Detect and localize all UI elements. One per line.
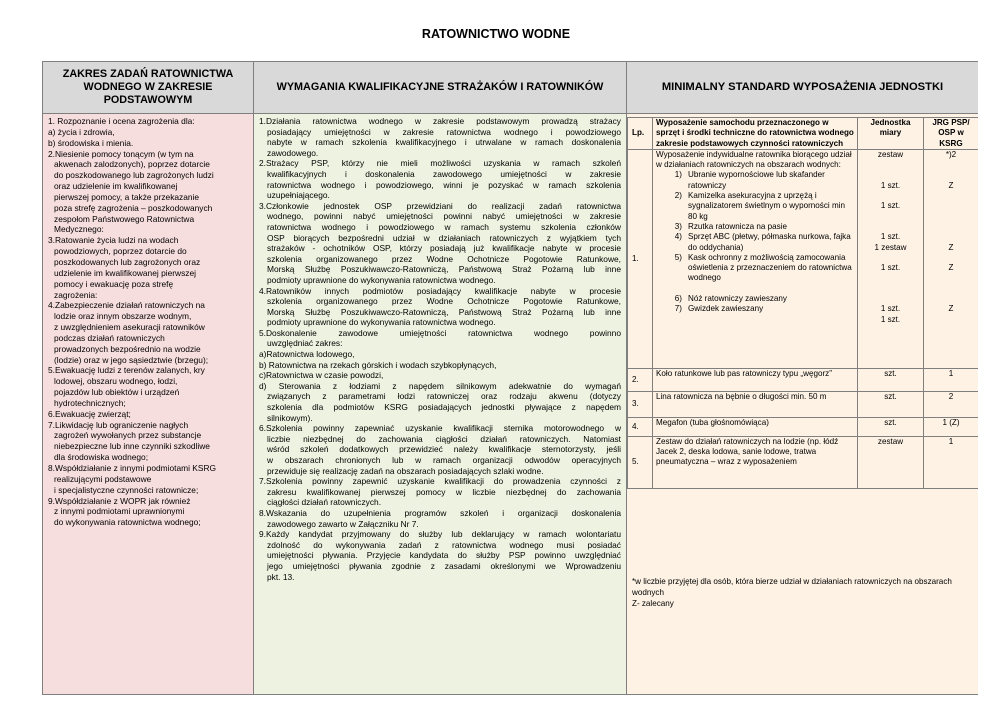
equipment-row-4 — [628, 417, 979, 436]
personal-equipment-list — [656, 170, 854, 314]
item-text: Gwizdek zawieszany — [688, 304, 764, 314]
task-line: a) życia i zdrowia, — [48, 126, 115, 137]
item-jrg: Z — [948, 263, 954, 273]
item-jrg — [927, 315, 975, 325]
jrg-header: JRG PSP/ OSP w KSRG — [924, 118, 979, 150]
requirement-line: podmioty uprawnione do wykonywania ratownictwa wodnego. — [267, 317, 496, 328]
task-line: realizującymi podstawowe — [54, 473, 152, 484]
footnote-asterisk: *w liczbie przyjętej dla osób, która bierze udział w działaniach ratowniczych na obszarach wodnych — [632, 577, 952, 597]
item-number: 3) — [674, 221, 682, 231]
item-number: 1) — [674, 170, 682, 180]
row-jrg: 1 — [924, 436, 979, 488]
row-unit — [858, 149, 924, 368]
personal-equipment-jrg — [927, 181, 975, 325]
requirement-line: OSP biorących bezpośredni udział w działaniach ratowniczych z wyjątkiem tych — [267, 232, 621, 243]
requirement-line: c)Ratownictwa w czasie powodzi, — [259, 370, 384, 381]
task-line: Medycznego: — [54, 224, 104, 235]
task-line: pierwszej pomocy, a także przekazanie — [54, 191, 200, 202]
row-jrg: 1 — [924, 368, 979, 391]
item-jrg: Z — [948, 304, 954, 314]
row-desc: Lina ratownicza na bębnie o długości min. 50 m — [653, 391, 858, 417]
requirement-line: zawodowego zawarto w Załączniku Nr 7. — [267, 518, 419, 529]
equipment-item — [656, 294, 854, 304]
item-text: Rzutka ratownicza na pasie — [688, 221, 787, 231]
requirement-line: posiadający umiejętności w zakresie ratownictwa wodnego i powodziowego — [267, 126, 621, 137]
task-line: 2.Niesienie pomocy tonącym (w tym na — [48, 148, 194, 159]
task-line: niebezpieczne lub inne czynniki szkodliwe — [54, 441, 210, 452]
item-text: Sprzęt ABC (płetwy, półmaska nurkowa, fajka do oddychania) — [688, 232, 851, 252]
equipment-row-1 — [628, 149, 979, 368]
item-number: 6) — [674, 294, 682, 304]
requirement-line: umiejętności pływania. Przyjęcie kandydata do służby PSP powinno uwzględniać — [267, 550, 621, 561]
task-line: poszkodowanych lub zagrożonych oraz — [54, 256, 201, 267]
item-jrg: Z — [948, 242, 954, 252]
item-text: Nóż ratowniczy zawieszany — [688, 294, 787, 304]
row-lp: 4. — [628, 417, 653, 436]
requirement-line: 8.Wskazania do uzupełnienia programów szkoleń i organizacji doskonalenia — [259, 507, 621, 518]
task-line: oraz udzielenie im kwalifikowanej — [54, 181, 178, 192]
task-line: lodowej, obszaru wodnego, łodzi, — [54, 376, 178, 387]
equipment-column — [627, 114, 978, 694]
equipment-item — [656, 253, 854, 294]
item-jrg — [927, 201, 975, 232]
item-number: 7) — [674, 304, 682, 314]
row-desc — [653, 149, 858, 368]
requirement-line: pkt. 13. — [267, 571, 295, 582]
equipment-item — [656, 222, 854, 232]
row-jrg — [924, 149, 979, 368]
equipment-row-3 — [628, 391, 979, 417]
header-wymagania: WYMAGANIA KWALIFIKACYJNE STRAŻAKÓW I RATOWNIKÓW — [254, 62, 627, 114]
item-unit: 1 szt. — [880, 180, 901, 190]
item-number: 4) — [674, 232, 682, 242]
page-title: RATOWNICTWO WODNE — [421, 27, 571, 41]
lp-header: Lp. — [628, 118, 653, 150]
requirement-line: w obszarach chronionych lub w ramach organizacji odwodów operacyjnych — [267, 455, 621, 465]
equipment-item — [656, 232, 854, 253]
row-unit: szt. — [858, 368, 924, 391]
row-unit: szt. — [858, 391, 924, 417]
requirement-line: 7.Szkolenia powinny zapewnić uzyskanie kwalifikacji do prowadzenia czynności z — [259, 476, 621, 487]
task-line: 1. Rozpoznanie i ocena zagrożenia dla: — [48, 116, 195, 126]
task-line: zagrożenia: — [54, 289, 98, 300]
item-unit: 1 szt. — [880, 304, 901, 314]
requirements-column — [254, 114, 627, 694]
task-line: poza strefę zagrożenia – poszkodowanych — [54, 202, 213, 213]
requirement-line: wodnego, powinni nabyć umiejętności powinni nabyć umiejętności w zakresie — [267, 211, 621, 222]
task-line: 4.Zabezpieczenie działań ratowniczych na — [48, 300, 205, 311]
task-line: powodziowych, poprzez dotarcie do — [54, 246, 187, 257]
item-unit: 1 szt. — [880, 232, 901, 242]
row-desc: Zestaw do działań ratowniczych na lodzie (np. łódź Jacek 2, deska lodowa, sanie lodowe, tratwa pneumatyczna – wraz z wyposażeniem — [653, 436, 858, 488]
row-unit: szt. — [858, 417, 924, 436]
row-lp: 5. — [628, 436, 653, 488]
task-line: 7.Likwidację lub ograniczenie nagłych — [48, 419, 189, 430]
task-line: i specjalistyczne czynności ratownicze; — [54, 484, 199, 495]
task-line: 5.Ewakuację ludzi z terenów zalanych, kry — [48, 365, 205, 376]
requirement-line: Morską Służbę Poszukiwawczo-Ratowniczą, Państwową Straż Pożarną lub inne — [267, 264, 621, 275]
requirement-line: strażaków - ochotników OSP, którzy posiadają już kwalifikacje nabyte w procesie — [267, 243, 621, 254]
task-line: dla środowiska wodnego; — [54, 452, 149, 463]
task-line: pojazdów lub obiektów i urządzeń — [54, 387, 180, 398]
requirement-line: 6.Szkolenia powinny zapewniać uzyskanie kwalifikacji sternika motorowodnego w — [259, 423, 621, 434]
tasks-column — [43, 114, 254, 694]
requirement-line: kwalifikacyjnych i doskonalenia zawodowego umiejętności w zakresie — [267, 168, 621, 179]
footnotes — [632, 576, 974, 609]
row-lp: 1. — [628, 149, 653, 368]
requirement-line: szkolenia dla podmiotów KSRG posiadających jednostki pływające z napędem — [267, 402, 621, 413]
requirement-line: 3.Członkowie jednostek OSP przewidziani do realizacji zadań ratownictwa — [259, 200, 621, 211]
equipment-row-5 — [628, 436, 979, 488]
item-text: Kask ochronny z możliwością zamocowania oświetlenia z przeznaczeniem do ratownictwa wodnego — [688, 252, 852, 283]
row-desc-text: Wyposażenie indywidualne ratownika biorącego udział w działaniach ratowniczych na obszarach wodnych: — [656, 149, 852, 170]
requirement-line: przewiduje się realizację zadań na obszarach posiadających szlaki wodne. — [267, 465, 544, 476]
requirement-line: uwzględniać zakres: — [267, 338, 343, 349]
task-line: z innymi podmiotami uprawnionymi — [54, 506, 185, 517]
task-line: 6.Ewakuację zwierząt; — [48, 408, 131, 419]
equipment-row-2 — [628, 368, 979, 391]
item-jrg: Z — [948, 180, 954, 190]
item-unit: 1 szt. — [880, 314, 901, 324]
requirement-line: b) Ratownictwa na rzekach górskich i wodach szybkopłynących, — [259, 359, 497, 370]
task-line: lodzie oraz innym obszarze wodnym, — [54, 311, 192, 322]
task-line: zespołom Państwowego Ratownictwa — [54, 213, 195, 224]
equipment-item — [656, 170, 854, 191]
task-line: zagrożeń wywołanych przez substancje — [54, 430, 202, 441]
requirement-line: wśród szkoleń dodatkowych przewidzieć należy kwalifikacje sternotorzysty, jeśli — [267, 444, 621, 455]
requirement-line: zdolność do wykonywania zadań z ratownictwa wodnego musi posiadać — [267, 539, 621, 550]
requirement-line: zakresu kwalifikowanej pierwszej pomocy w liczbie niezbędnej do zachowania — [267, 486, 621, 497]
requirement-line: ratownictwa wodnego i powodziowego, winni je pozyskać w ramach szkolenia — [267, 179, 621, 190]
requirement-line: 5.Doskonalenie zawodowe umiejętności ratownictwa wodnego powinno — [259, 327, 621, 338]
item-text: Kamizelka asekuracyjna z uprzężą i sygnalizatorem świetlnym o wyporności min 80 kg — [688, 191, 845, 221]
requirement-line: nabyte w ramach szkolenia kwalifikacyjnego i utrwalane w ramach doskonalenia — [267, 137, 621, 148]
task-line: 9.Współdziałanie z WOPR jak również — [48, 495, 191, 506]
item-text: Ubranie wypornościowe lub skafander ratowniczy — [688, 170, 825, 190]
row-unit-text: zestaw — [877, 149, 904, 159]
equipment-table — [627, 117, 978, 489]
equipment-desc-header: Wyposażenie samochodu przeznaczonego w sprzęt i środki techniczne do ratownictwa wodnego zakresie podstawowych czynności ratowniczych — [653, 118, 858, 150]
requirement-line: 4.Ratowników innych podmiotów posiadający kwalifikacje nabyte w procesie — [259, 285, 621, 296]
equipment-header-row — [628, 118, 979, 150]
task-line: do poszkodowanego lub zagrożonych ludzi — [54, 170, 214, 181]
row-desc: Megafon (tuba głośnomówiąca) — [653, 417, 858, 436]
item-unit: 1 szt. — [880, 263, 901, 273]
task-line: udzielenie im kwalifikowanej pierwszej — [54, 267, 196, 278]
task-line: (lodzie) oraz w jego sąsiedztwie (brzegu); — [54, 354, 209, 365]
requirement-line: 2.Strażacy PSP, którzy nie mieli możliwości uzyskania w ramach szkoleń — [259, 158, 621, 169]
row-jrg: 2 — [924, 391, 979, 417]
task-line: do wykonywania ratownictwa wodnego; — [54, 517, 201, 528]
task-line: akwenach zalodzonych), poprzez dotarcie — [54, 159, 210, 170]
row-lp: 2. — [628, 368, 653, 391]
requirement-line: 1.Działania ratownictwa wodnego w zakresie podstawowym prowadzą strażacy — [259, 116, 621, 126]
task-line: podczas działań ratowniczych — [54, 332, 165, 343]
header-standard-wyposazenia: MINIMALNY STANDARD WYPOSAŻENIA JEDNOSTKI — [627, 62, 978, 114]
item-number: 2) — [674, 191, 682, 201]
requirement-line: uzupełniającego. — [267, 190, 330, 201]
requirement-line: szkolenia organizowanego przez Wodne Ochotnicze Pogotowie Ratunkowe, — [267, 296, 621, 307]
row-unit: zestaw — [858, 436, 924, 488]
item-number: 5) — [674, 252, 682, 262]
header-zakres-zadan: ZAKRES ZADAŃ RATOWNICTWA WODNEGO W ZAKRESIE PODSTAWOWYM — [43, 62, 254, 114]
row-lp: 3. — [628, 391, 653, 417]
task-line: pomocy i ewakuację poza strefę — [54, 278, 174, 289]
task-line: b) środowiska i mienia. — [48, 137, 134, 148]
task-line: hydrotechnicznych; — [54, 397, 126, 408]
unit-header: Jednostka miary — [858, 118, 924, 150]
requirement-line: ciągłości działań ratowniczych. — [267, 497, 382, 508]
item-unit: 1 zestaw — [874, 242, 907, 252]
row-jrg-text: *)2 — [945, 149, 957, 159]
requirement-line: Morską Służbę Poszukiwawczo-Ratowniczą, Państwową Straż Pożarną lub inne — [267, 306, 621, 317]
ratownictwo-table — [42, 61, 978, 695]
task-line: 3.Ratowanie życia ludzi na wodach — [48, 235, 179, 246]
requirement-line: silnikowym). — [267, 412, 313, 423]
requirement-line: jego umiejętności pływania zgodnie z zasadami określonymi we Wprowadzeniu — [267, 560, 621, 571]
equipment-item — [656, 191, 854, 222]
requirement-line: podmioty uprawnione do wykonywania ratownictwa wodnego. — [267, 274, 496, 285]
footnote-zalecany: Z- zalecany — [632, 599, 674, 608]
requirement-line: d) Sterowania z łodziami z napędem silnikowym adekwatnie do wymagań — [259, 380, 621, 391]
requirement-line: 9.Każdy kandydat przyjmowany do służby lub deklarujący w ramach wolontariatu — [259, 529, 621, 540]
equipment-item — [656, 304, 854, 314]
task-line: z uwzględnieniem asekuracji ratowników — [54, 322, 205, 333]
requirement-line: liczbie niezbędnej do zachowania ciągłości działań ratowniczych. Natomiast — [267, 433, 621, 444]
item-jrg — [927, 232, 975, 242]
personal-equipment-units — [861, 181, 920, 325]
item-unit: 1 szt. — [880, 201, 901, 211]
requirement-line: związanych z parametrami łodzi ratowniczej oraz rodzaju akwenu (dotyczy — [267, 391, 621, 402]
requirement-line: zawodowego. — [267, 147, 319, 158]
task-line: prowadzonych bezpośrednio na wodzie — [54, 343, 201, 354]
requirement-line: ratownictwa wodnego i powodziowego w ramach systemu szkolenia członków — [267, 221, 621, 232]
row-jrg: 1 (Z) — [924, 417, 979, 436]
requirement-line: szkolenia organizowanego przez Wodne Ochotnicze Pogotowie Ratunkowe, — [267, 253, 621, 264]
task-line: 8.Współdziałanie z innymi podmiotami KSRG — [48, 463, 217, 473]
requirement-line: a)Ratownictwa lodowego, — [259, 349, 355, 360]
row-desc: Koło ratunkowe lub pas ratowniczy typu „węgorz” — [653, 368, 858, 391]
